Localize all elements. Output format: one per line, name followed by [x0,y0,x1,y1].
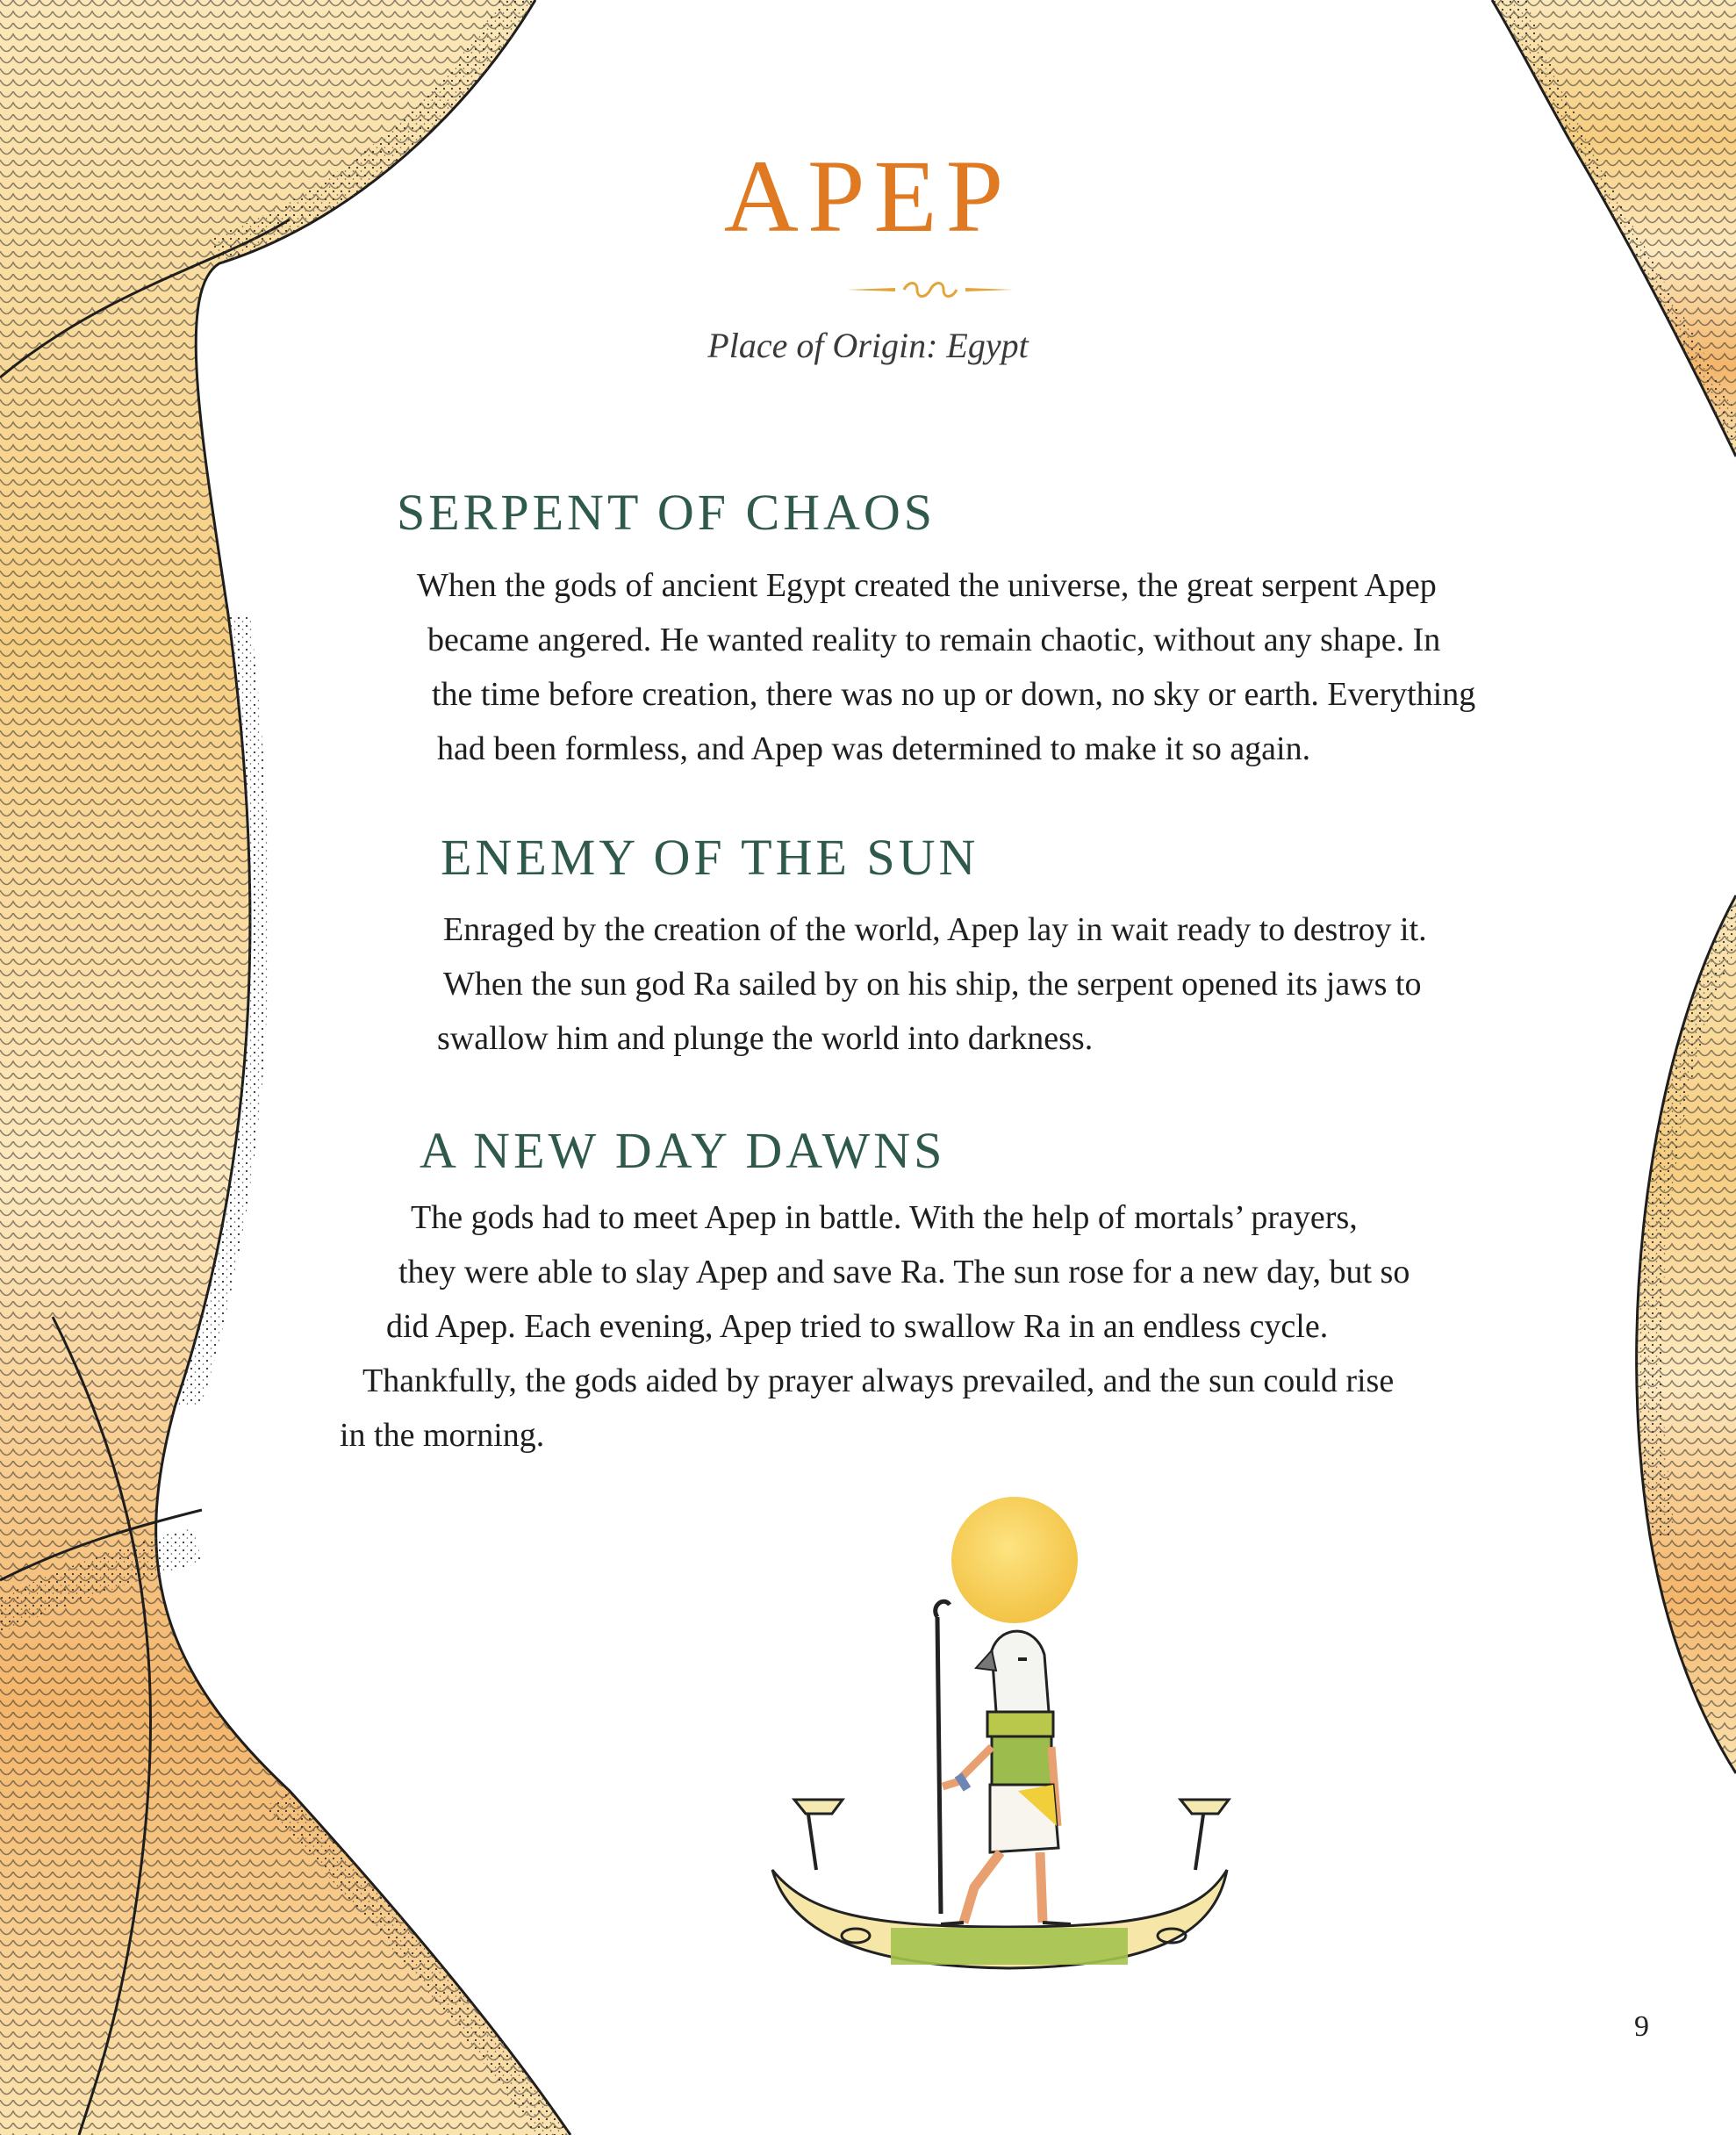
body-line: became angered. He wanted reality to remain chaotic, without any shape. In [427,622,1441,658]
title-ornament-icon [843,277,1018,303]
page-title: APEP [723,139,1013,254]
body-line: had been formless, and Apep was determined to make it so again. [437,730,1311,767]
body-line: When the gods of ancient Egypt created the universe, the great serpent Apep [417,567,1437,604]
section-heading-serpent-of-chaos: SERPENT OF CHAOS [397,484,936,541]
serpent-left-coil [0,0,570,2135]
page-number: 9 [1634,2010,1649,2043]
body-line: in the morning. [340,1417,545,1454]
body-line: When the sun god Ra sailed by on his ship, the serpent opened its jaws to [443,966,1422,1003]
section-heading-a-new-day-dawns: A NEW DAY DAWNS [420,1122,946,1179]
body-line: the time before creation, there was no up or down, no sky or earth. Everything [432,676,1476,713]
ra-figure [936,1601,1071,1924]
sun-disc [951,1497,1078,1623]
body-line: they were able to slay Apep and save Ra. The sun rose for a new day, but so [398,1254,1410,1290]
body-line: Enraged by the creation of the world, Apep lay in wait ready to destroy it. [443,911,1427,948]
section-heading-enemy-of-the-sun: ENEMY OF THE SUN [441,829,979,886]
origin-label: Place of Origin: Egypt [707,326,1029,365]
serpent-right-coil-middle [1637,895,1736,1773]
body-line: Thankfully, the gods aided by prayer always prevailed, and the sun could rise [362,1362,1395,1399]
body-line: did Apep. Each evening, Apep tried to swallow Ra in an endless cycle. [386,1308,1329,1345]
body-line: swallow him and plunge the world into darkness. [437,1020,1094,1057]
body-line: The gods had to meet Apep in battle. With the help of mortals’ prayers, [411,1199,1358,1236]
